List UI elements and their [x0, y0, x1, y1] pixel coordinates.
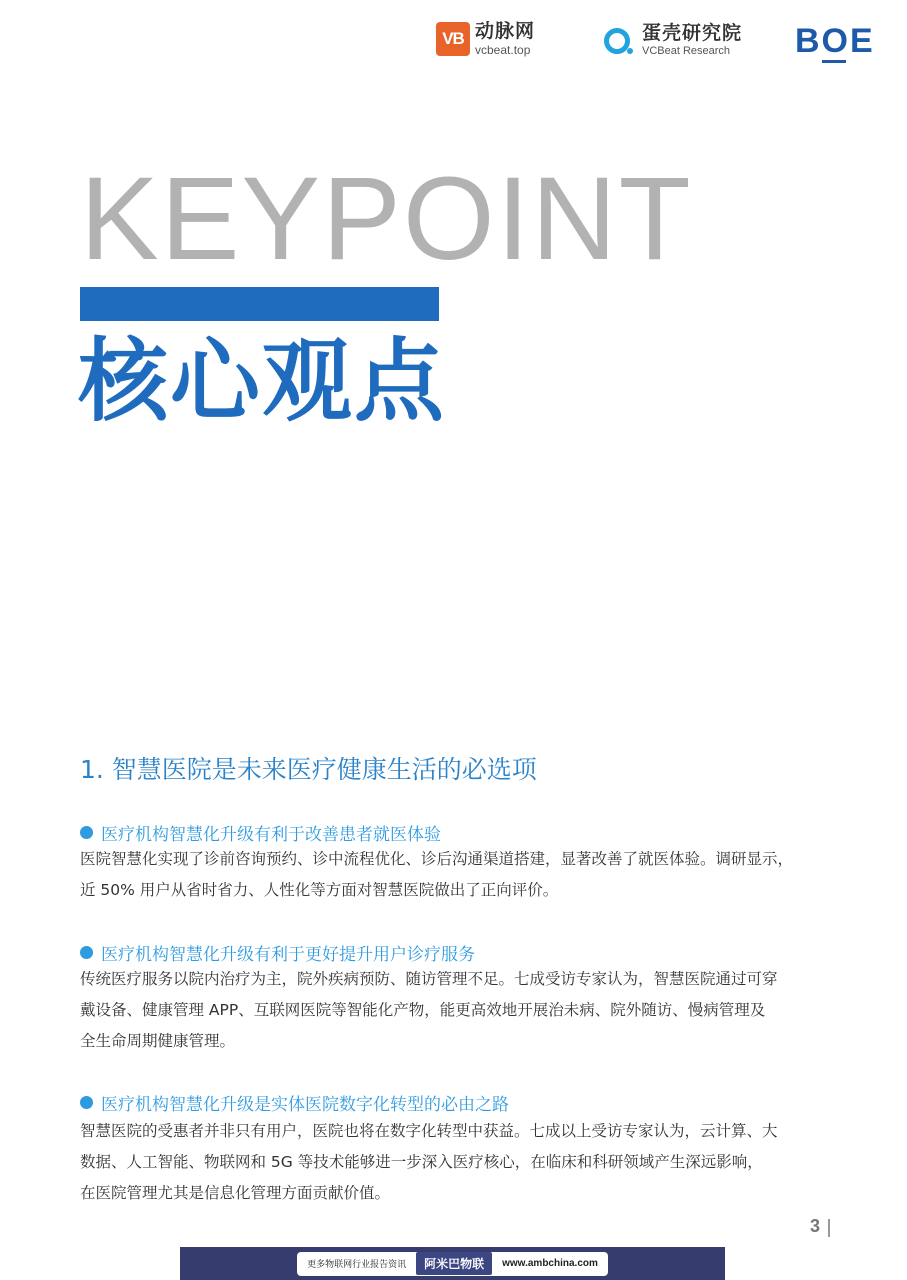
core-viewpoint-title: 核心观点 [78, 329, 446, 434]
vcbeat-research-logo [604, 24, 742, 57]
point-2-line-2: 戴设备、健康管理 APP、互联网医院等智能化产物，能更高效地开展治未病、院外随访、慢病管理及 [80, 1001, 766, 1019]
vcbeat-research-sub: VCBeat Research [642, 45, 731, 57]
footer-pill[interactable] [297, 1252, 608, 1276]
point-2-line-3: 全生命周期健康管理。 [80, 1032, 236, 1050]
footer-text: 更多物联网行业报告资讯 [307, 1260, 407, 1270]
point-3-line-3: 在医院管理尤其是信息化管理方面贡献价值。 [80, 1184, 391, 1202]
point-1-line-2: 近 50% 用户从省时省力、人性化等方面对智慧医院做出了正向评价。 [80, 881, 559, 899]
vcbeat-logo [436, 22, 535, 56]
keypoint-heading: KEYPOINT [80, 153, 693, 285]
point-2-heading-text: 医疗机构智慧化升级有利于更好提升用户诊疗服务 [101, 945, 475, 965]
accent-bar [80, 287, 439, 321]
footer-url-link[interactable]: www.ambchina.com [502, 1258, 598, 1269]
bullet-dot-icon [80, 826, 93, 839]
footer-banner[interactable] [180, 1247, 725, 1280]
point-3-heading-text: 医疗机构智慧化升级是实体医院数字化转型的必由之路 [101, 1095, 509, 1115]
section-title: 1. 智慧医院是未来医疗健康生活的必选项 [80, 755, 537, 784]
page-number: 3 [810, 1216, 821, 1236]
point-1-paragraph [80, 844, 830, 906]
point-2-heading [80, 940, 475, 965]
point-2-paragraph [80, 964, 830, 1057]
boe-underline [822, 60, 846, 63]
point-1-heading [80, 820, 441, 845]
bullet-dot-icon [80, 1096, 93, 1109]
page-number-bar [828, 1219, 830, 1237]
point-3-line-2: 数据、人工智能、物联网和 5G 等技术能够进一步深入医疗核心，在临床和科研领域产生深远影响， [80, 1153, 763, 1171]
vcbeat-research-name: 蛋壳研究院 [642, 22, 743, 44]
point-1-heading-text: 医疗机构智慧化升级有利于改善患者就医体验 [101, 825, 441, 845]
egg-circle-icon [604, 28, 630, 54]
point-3-heading [80, 1090, 509, 1115]
vcbeat-url: vcbeat.top [475, 43, 531, 57]
bullet-dot-icon [80, 946, 93, 959]
point-2-line-1: 传统医疗服务以院内治疗为主，院外疾病预防、随访管理不足。七成受访专家认为，智慧医院通过可穿 [80, 970, 778, 988]
boe-logo: BOE [795, 22, 875, 60]
point-1-line-1: 医院智慧化实现了诊前咨询预约、诊中流程优化、诊后沟通渠道搭建，显著改善了就医体验。调研显示， [80, 850, 794, 868]
footer-brand: 阿米巴物联 [416, 1252, 492, 1275]
point-3-paragraph [80, 1116, 830, 1209]
vcbeat-name: 动脉网 [475, 20, 536, 42]
point-3-line-1: 智慧医院的受惠者并非只有用户，医院也将在数字化转型中获益。七成以上受访专家认为，云计算、大 [80, 1122, 778, 1140]
vcbeat-badge-icon: VB [436, 22, 470, 56]
